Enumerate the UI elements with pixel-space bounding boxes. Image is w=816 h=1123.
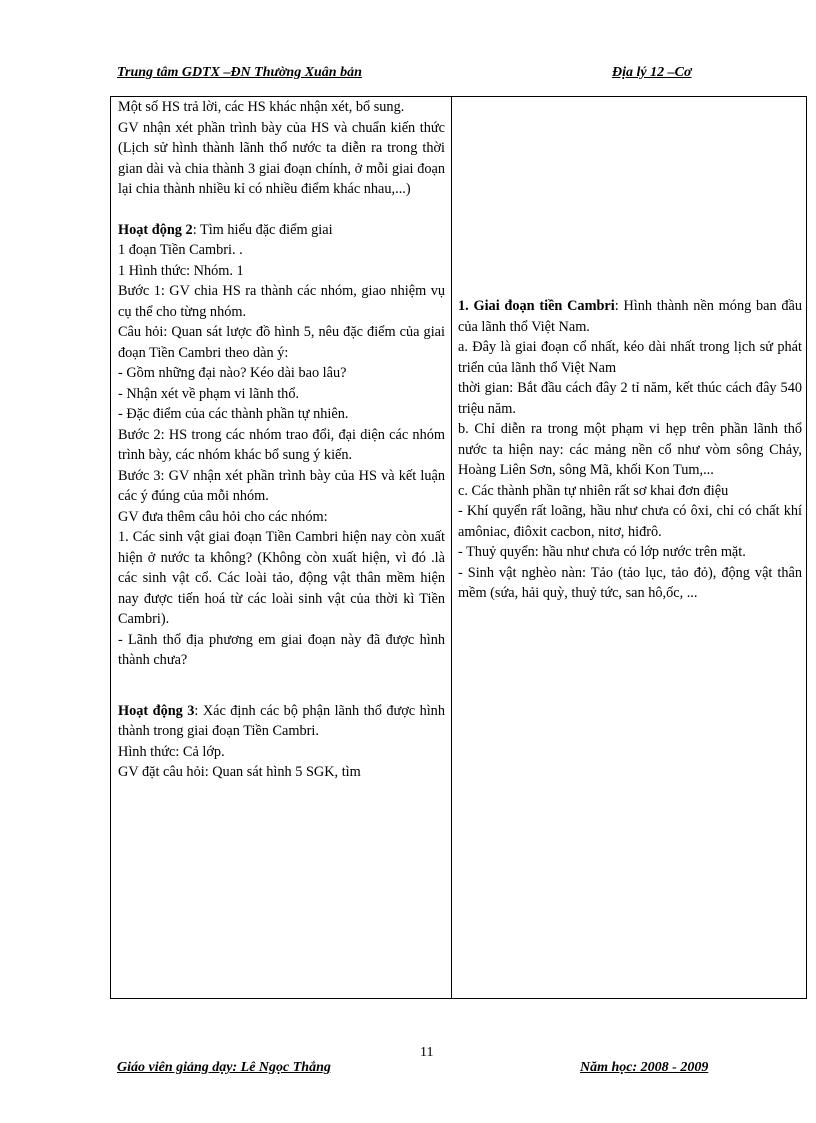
lesson-table xyxy=(110,96,807,999)
activity-2-heading xyxy=(118,220,445,241)
right-item-c3: - Sinh vật nghèo nàn: Tảo (tảo lục, tảo đỏ), động vật thân mềm (sứa, hải quỳ, thuỷ tức, san hô,ốc, ... xyxy=(458,564,802,601)
activity-3-heading xyxy=(118,701,445,742)
activity-2-title: Hoạt động 2 xyxy=(118,221,193,238)
left-line-1: 1 đoạn Tiền Cambri. . xyxy=(118,242,243,258)
left-line-4: Câu hỏi: Quan sát lược đồ hình 5, nêu đặc điểm của giai đoạn Tiền Cambri theo dàn ý: xyxy=(118,324,445,361)
column-divider xyxy=(451,97,452,998)
left-line-8: Bước 2: HS trong các nhóm trao đổi, đại diện các nhóm trình bày, các nhóm khác bổ sung ý kiến. xyxy=(118,426,445,463)
left-paragraph-1: Một số HS trả lời, các HS khác nhận xét, bổ sung. xyxy=(118,99,405,115)
left-line-14: GV đặt câu hỏi: Quan sát hình 5 SGK, tìm xyxy=(118,764,361,780)
right-item-time: thời gian: Bắt đầu cách đây 2 tỉ năm, kết thúc cách đây 540 triệu năm. xyxy=(458,380,802,417)
left-line-6: - Nhận xét về phạm vi lãnh thổ. xyxy=(118,385,300,402)
teacher-activities-column xyxy=(118,97,445,783)
section-1-title: 1. Giai đoạn tiền Cambri xyxy=(458,298,615,314)
left-line-12: - Lãnh thổ địa phương em giai đoạn này đã được hình thành chưa? xyxy=(118,631,445,668)
activity-3-text: : Xác định các bộ phận lãnh thổ được hình thành trong giai đoạn Tiền Cambri. xyxy=(118,702,445,739)
left-line-9: Bước 3: GV nhận xét phần trình bày của HS và kết luận các ý đúng của mỗi nhóm. xyxy=(118,467,445,504)
footer-school-year: Năm học: 2008 - 2009 xyxy=(580,1060,709,1075)
left-line-2: 1 Hình thức: Nhóm. 1 xyxy=(118,262,244,279)
section-1-text: : Hình thành nền móng ban đầu của lãnh thổ Việt Nam. xyxy=(458,298,802,335)
activity-2-text: : Tìm hiểu đặc điểm giai xyxy=(192,221,333,238)
left-line-10: GV đưa thêm câu hỏi cho các nhóm: xyxy=(118,508,328,525)
content-column xyxy=(458,97,802,604)
activity-3-title: Hoạt động 3 xyxy=(118,702,195,719)
left-paragraph-2: GV nhận xét phần trình bày của HS và chuẩn kiến thức (Lịch sử hình thành lãnh thổ nước ta diễn ra trong thời gian dài và chia thành 3 giai đoạn chính, ở mỗi giai đoạn lại chia thành nhiều kỉ có nhiều điểm khác nhau,...) xyxy=(118,119,445,197)
left-line-11: 1. Các sinh vật giai đoạn Tiền Cambri hiện nay còn xuất hiện ở nước ta không? (Không còn xuất hiện, vì đó .là các sinh vật cổ. Các loài tảo, động vật thân mềm hiện nay được tiến hoá từ các loài sinh vật của thời kì Tiền Cambri). xyxy=(118,529,445,627)
section-1-heading xyxy=(458,296,802,337)
footer-teacher: Giáo viên giảng dạy: Lê Ngọc Thắng xyxy=(117,1060,331,1075)
right-item-c2: - Thuỷ quyển: hầu như chưa có lớp nước trên mặt. xyxy=(458,544,746,560)
right-item-c: c. Các thành phần tự nhiên rất sơ khai đơn điệu xyxy=(458,482,729,499)
right-item-b: b. Chỉ diễn ra trong một phạm vi hẹp trên phần lãnh thổ nước ta hiện nay: các mảng nền cổ như vòm sông Chảy, Hoàng Liên Sơn, sông Mã, khối Kon Tum,... xyxy=(458,421,802,478)
left-line-13: Hình thức: Cả lớp. xyxy=(118,743,225,760)
right-item-a: a. Đây là giai đoạn cổ nhất, kéo dài nhất trong lịch sử phát triển của lãnh thổ Việt Nam xyxy=(458,339,802,376)
header-right: Địa lý 12 –Cơ xyxy=(612,65,692,80)
header-left: Trung tâm GDTX –ĐN Thường Xuân bản xyxy=(117,65,362,80)
left-line-5: - Gồm những đại nào? Kéo dài bao lâu? xyxy=(118,365,347,381)
left-line-3: Bước 1: GV chia HS ra thành các nhóm, giao nhiệm vụ cụ thể cho từng nhóm. xyxy=(118,283,445,320)
left-line-7: - Đặc điểm của các thành phần tự nhiên. xyxy=(118,406,349,422)
page-number: 11 xyxy=(420,1045,434,1060)
right-item-c1: - Khí quyển rất loãng, hầu như chưa có ôxi, chỉ có chất khí amôniac, điôxit cacbon, nitơ, hiđrô. xyxy=(458,503,802,540)
